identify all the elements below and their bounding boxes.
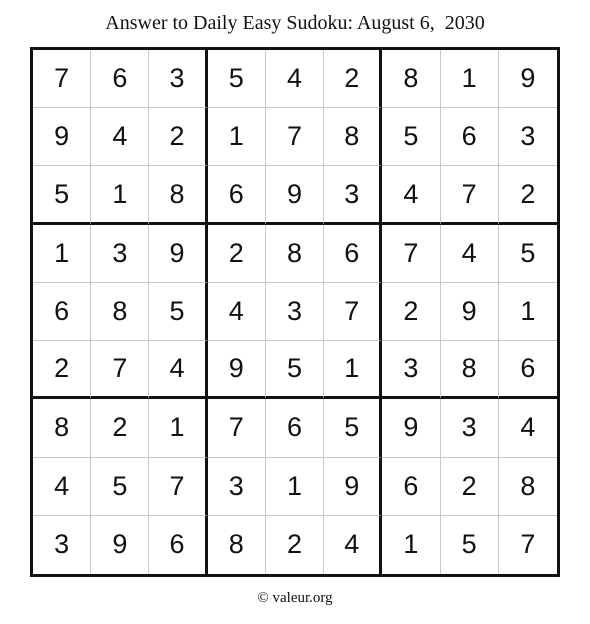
sudoku-cell: 3: [208, 458, 266, 516]
sudoku-cell: 5: [499, 225, 557, 283]
sudoku-cell: 6: [266, 399, 324, 457]
sudoku-cell: 8: [441, 341, 499, 399]
sudoku-cell: 1: [33, 225, 91, 283]
sudoku-cell: 9: [208, 341, 266, 399]
sudoku-cell: 8: [266, 225, 324, 283]
sudoku-cell: 6: [208, 166, 266, 224]
sudoku-cell: 4: [266, 50, 324, 108]
sudoku-cell: 7: [149, 458, 207, 516]
sudoku-cell: 8: [382, 50, 440, 108]
sudoku-cell: 1: [266, 458, 324, 516]
sudoku-cell: 5: [382, 108, 440, 166]
sudoku-cell: 5: [324, 399, 382, 457]
sudoku-cell: 3: [441, 399, 499, 457]
page-title: Answer to Daily Easy Sudoku: August 6, 2030: [105, 12, 485, 34]
sudoku-cell: 5: [33, 166, 91, 224]
sudoku-cell: 8: [499, 458, 557, 516]
sudoku-cell: 9: [441, 283, 499, 341]
sudoku-cell: 9: [499, 50, 557, 108]
sudoku-cell: 8: [208, 516, 266, 574]
sudoku-cell: 4: [441, 225, 499, 283]
sudoku-cell: 9: [324, 458, 382, 516]
sudoku-cell: 6: [499, 341, 557, 399]
sudoku-cell: 6: [441, 108, 499, 166]
sudoku-cell: 1: [382, 516, 440, 574]
sudoku-cell: 2: [441, 458, 499, 516]
sudoku-cell: 1: [499, 283, 557, 341]
sudoku-cell: 5: [208, 50, 266, 108]
sudoku-cell: 8: [91, 283, 149, 341]
sudoku-cell: 5: [441, 516, 499, 574]
sudoku-cell: 7: [520, 529, 536, 560]
sudoku-cell: 3: [266, 283, 324, 341]
sudoku-cell: 1: [149, 399, 207, 457]
sudoku-cell: 7: [441, 166, 499, 224]
sudoku-cell: 7: [266, 108, 324, 166]
sudoku-cell: 3: [324, 166, 382, 224]
sudoku-cell: 3: [382, 341, 440, 399]
sudoku-cell: 9: [382, 399, 440, 457]
sudoku-cell: 6: [149, 516, 207, 574]
sudoku-cell: 3: [499, 108, 557, 166]
sudoku-cell: 3: [33, 516, 91, 574]
sudoku-cell: 2: [208, 225, 266, 283]
sudoku-cell: 9: [266, 166, 324, 224]
sudoku-cell: 2: [91, 399, 149, 457]
sudoku-cell: 7: [324, 283, 382, 341]
sudoku-cell: 6: [382, 458, 440, 516]
sudoku-cell: 9: [33, 108, 91, 166]
sudoku-cell: 4: [33, 458, 91, 516]
sudoku-cell: 4: [382, 166, 440, 224]
sudoku-cell: 1: [441, 50, 499, 108]
sudoku-board: [30, 47, 560, 577]
sudoku-cell: 7: [33, 50, 91, 108]
sudoku-cell: 8: [149, 166, 207, 224]
sudoku-cell: 5: [266, 341, 324, 399]
sudoku-cell: 2: [324, 50, 382, 108]
sudoku-cell: 4: [149, 341, 207, 399]
sudoku-cell: 9: [149, 225, 207, 283]
sudoku-cell: 5: [91, 458, 149, 516]
footer-credit: © valeur.org: [257, 590, 333, 606]
sudoku-cell: 6: [33, 283, 91, 341]
sudoku-cell: 6: [324, 225, 382, 283]
sudoku-cell: 9: [91, 516, 149, 574]
sudoku-cell: 4: [324, 516, 382, 574]
sudoku-cell: 4: [91, 108, 149, 166]
sudoku-cell: 2: [382, 283, 440, 341]
sudoku-cell: 2: [266, 516, 324, 574]
sudoku-cell: 7: [91, 341, 149, 399]
sudoku-cell: 2: [33, 341, 91, 399]
sudoku-cell: 6: [91, 50, 149, 108]
sudoku-cell: 1: [324, 341, 382, 399]
sudoku-cell: 5: [149, 283, 207, 341]
sudoku-cell: 8: [33, 399, 91, 457]
sudoku-cell: 1: [91, 166, 149, 224]
sudoku-cell: 3: [149, 50, 207, 108]
sudoku-cell: 7: [208, 399, 266, 457]
sudoku-cell: 8: [324, 108, 382, 166]
sudoku-cell: 4: [499, 399, 557, 457]
sudoku-cell: 7: [382, 225, 440, 283]
sudoku-cell: 2: [149, 108, 207, 166]
sudoku-cell: 4: [208, 283, 266, 341]
sudoku-cell: 3: [91, 225, 149, 283]
sudoku-cell: 1: [208, 108, 266, 166]
sudoku-cell: 2: [499, 166, 557, 224]
